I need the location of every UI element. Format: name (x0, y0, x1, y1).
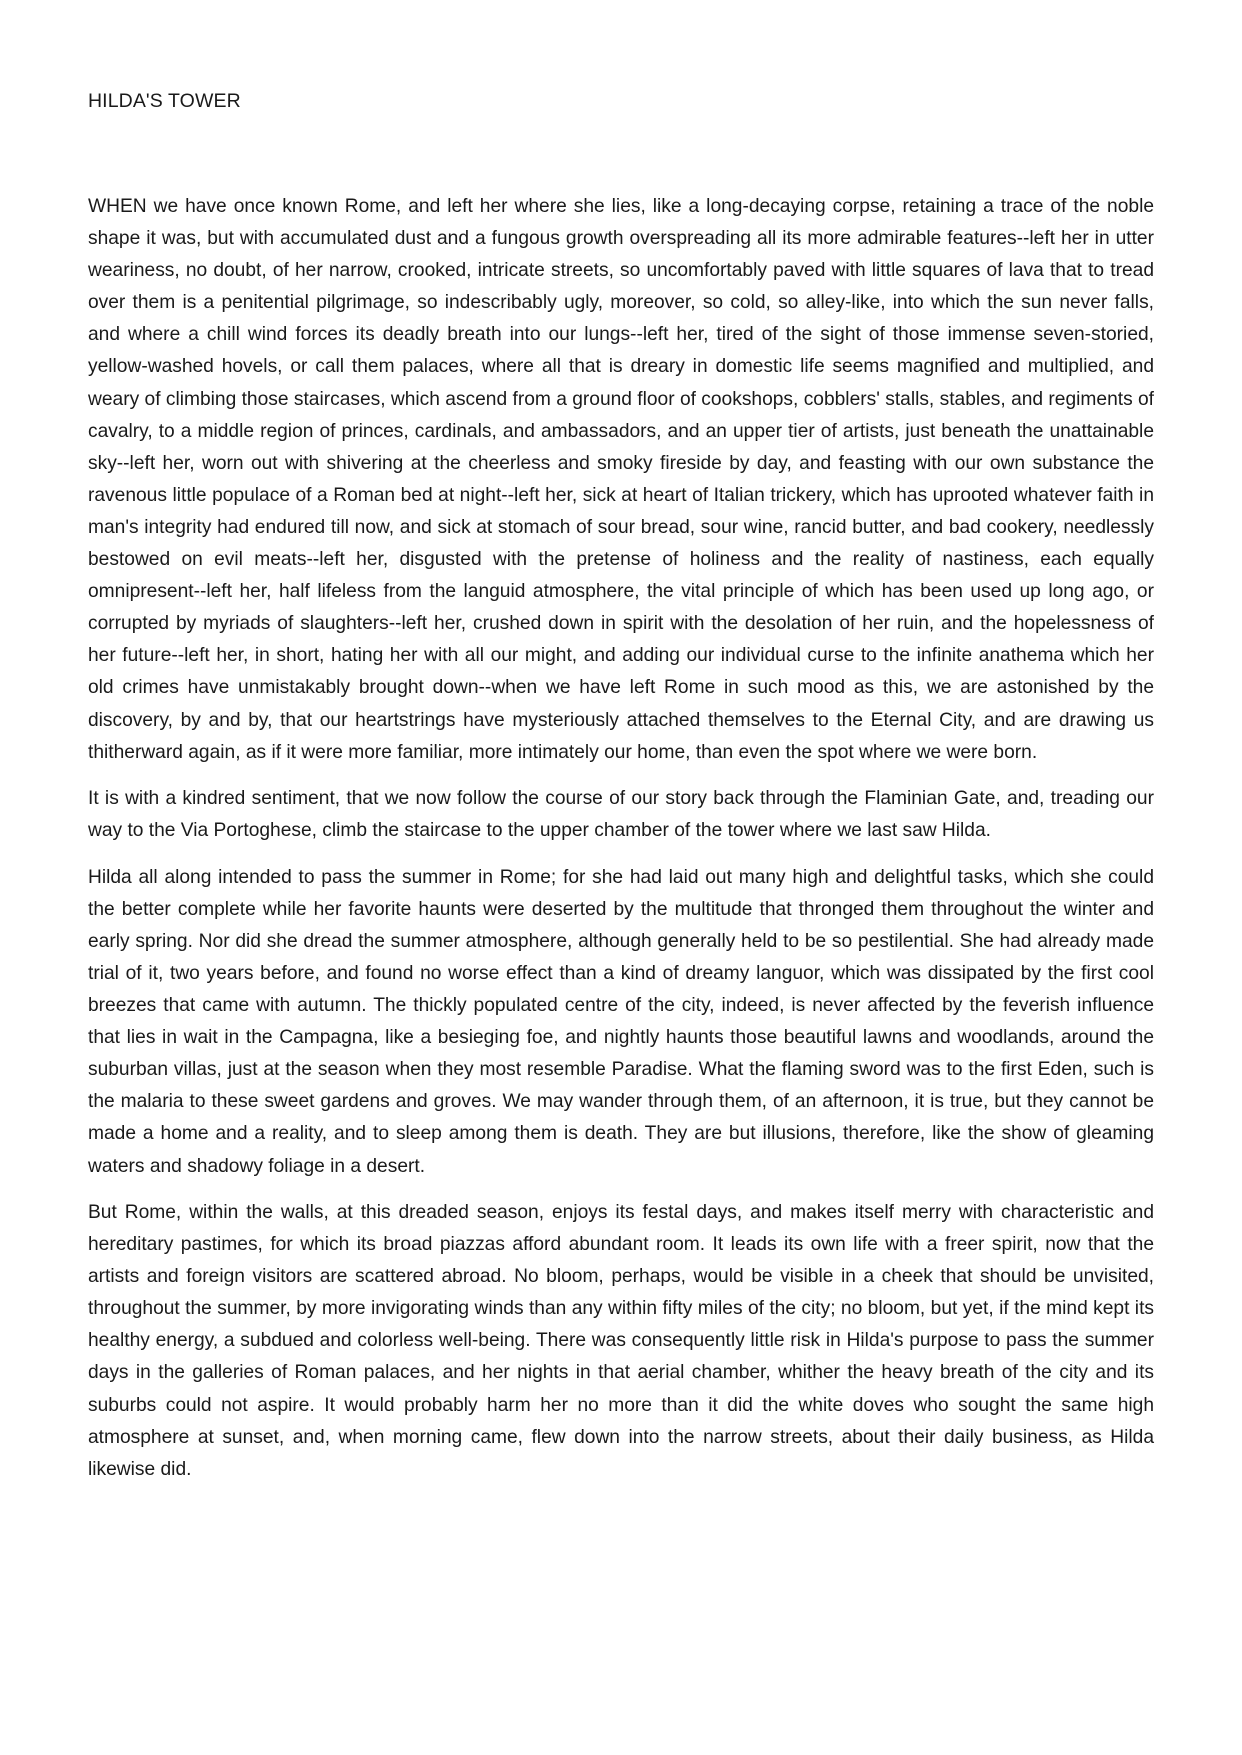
paragraph-3: Hilda all along intended to pass the summer in Rome; for she had laid out many high and delightful tasks, which she could the better complete while her favorite haunts were deserted by the multitude that thronged them throughout the winter and early spring. Nor did she dread the summer atmosphere, although generally held to be so pestilential. She had already made trial of it, two years before, and found no worse effect than a kind of dreamy languor, which was dissipated by the first cool breezes that came with autumn. The thickly populated centre of the city, indeed, is never affected by the feverish influence that lies in wait in the Campagna, like a besieging foe, and nightly haunts those beautiful lawns and woodlands, around the suburban villas, just at the season when they most resemble Paradise. What the flaming sword was to the first Eden, such is the malaria to these sweet gardens and groves. We may wander through them, of an afternoon, it is true, but they cannot be made a home and a reality, and to sleep among them is death. They are but illusions, therefore, like the show of gleaming waters and shadowy foliage in a desert. (88, 866, 1154, 1177)
chapter-title: HILDA'S TOWER (88, 90, 241, 112)
body-text (88, 191, 1154, 1500)
paragraph-2: It is with a kindred sentiment, that we now follow the course of our story back through the Flaminian Gate, and, treading our way to the Via Portoghese, climb the staircase to the upper chamber of the tower where we last saw Hilda. (88, 788, 1154, 842)
paragraph-4: But Rome, within the walls, at this dreaded season, enjoys its festal days, and makes itself merry with characteristic and hereditary pastimes, for which its broad piazzas afford abundant room. It leads its own life with a freer spirit, now that the artists and foreign visitors are scattered abroad. No bloom, perhaps, would be visible in a cheek that should be unvisited, throughout the summer, by more invigorating winds than any within fifty miles of the city; no bloom, but yet, if the mind kept its healthy energy, a subdued and colorless well-being. There was consequently little risk in Hilda's purpose to pass the summer days in the galleries of Roman palaces, and her nights in that aerial chamber, whither the heavy breath of the city and its suburbs could not aspire. It would probably harm her no more than it did the white doves who sought the same high atmosphere at sunset, and, when morning came, flew down into the narrow streets, about their daily business, as Hilda likewise did. (88, 1201, 1154, 1480)
paragraph-1: WHEN we have once known Rome, and left her where she lies, like a long-decaying corpse, retaining a trace of the noble shape it was, but with accumulated dust and a fungous growth overspreading all its more admirable features--left her in utter weariness, no doubt, of her narrow, crooked, intricate streets, so uncomfortably paved with little squares of lava that to tread over them is a penitential pilgrimage, so indescribably ugly, moreover, so cold, so alley-like, into which the sun never falls, and where a chill wind forces its deadly breath into our lungs--left her, tired of the sight of those immense seven-storied, yellow-washed hovels, or call them palaces, where all that is dreary in domestic life seems magnified and multiplied, and weary of climbing those staircases, which ascend from a ground floor of cookshops, cobblers' stalls, stables, and regiments of cavalry, to a middle region of princes, cardinals, and ambassadors, and an upper tier of artists, just beneath the unattainable sky--left her, worn out with shivering at the cheerless and smoky fireside by day, and feasting with our own substance the ravenous little populace of a Roman bed at night--left her, sick at heart of Italian trickery, which has uprooted whatever faith in man's integrity had endured till now, and sick at stomach of sour bread, sour wine, rancid butter, and bad cookery, needlessly bestowed on evil meats--left her, disgusted with the pretense of holiness and the reality of nastiness, each equally omnipresent--left her, half lifeless from the languid atmosphere, the vital principle of which has been used up long ago, or corrupted by myriads of slaughters--left her, crushed down in spirit with the desolation of her ruin, and the hopelessness of her future--left her, in short, hating her with all our might, and adding our individual curse to the infinite anathema which her old crimes have unmistakably brought down--when we have left Rome in such mood as this, we are astonished by the discovery, by and by, that our heartstrings have mysteriously attached themselves to the Eternal City, and are drawing us thitherward again, as if it were more familiar, more intimately our home, than even the spot where we were born. (88, 196, 1154, 763)
